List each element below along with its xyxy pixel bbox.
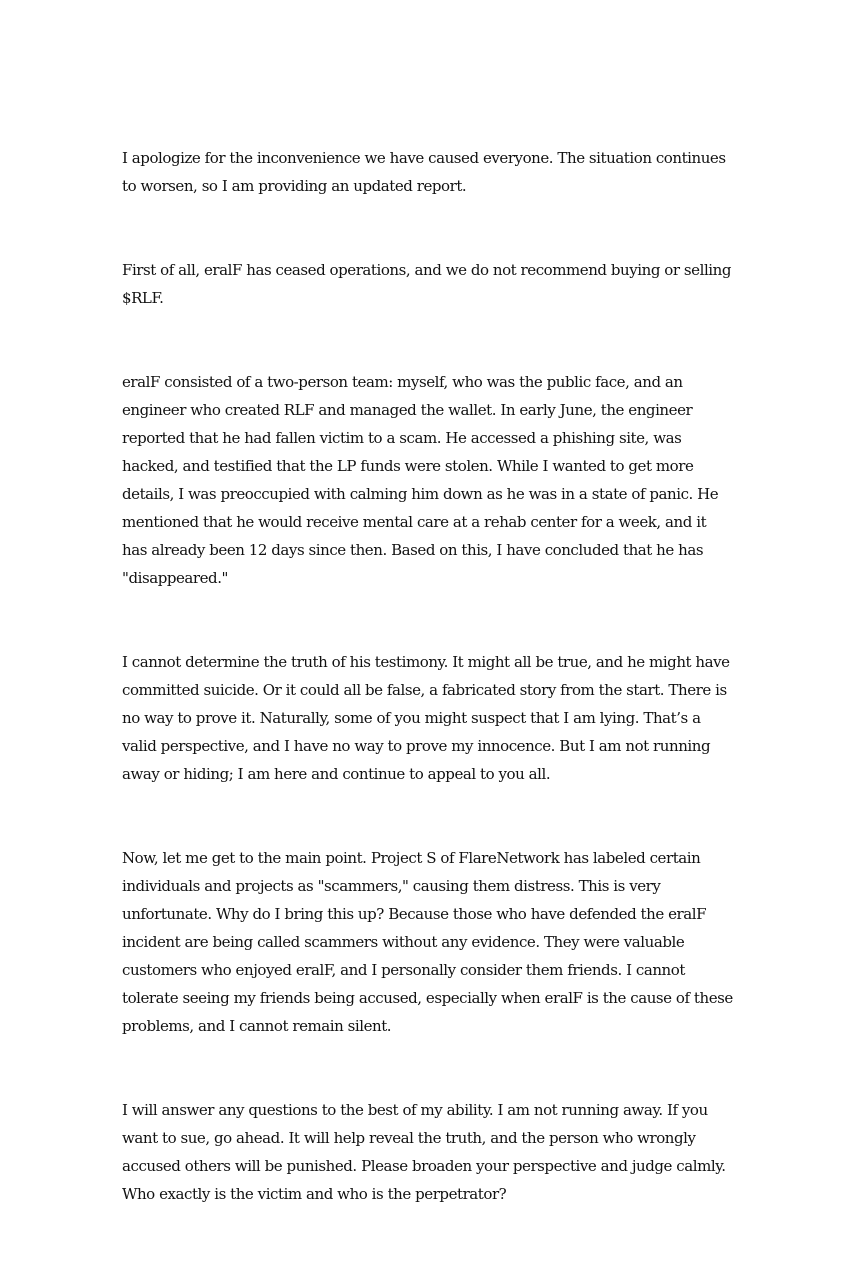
paragraph-team-incident: eralF consisted of a two-person team: myself, who was the public face, and an engineer who created RLF and managed the wallet. In early June, the engineer reported that he had fallen victim to a scam. He accessed a phishing site, was hacked, and testified that the LP funds were stolen. While I wanted to get more details, I was preoccupied with calming him down as he was in a state of panic. He mentioned that he would receive mental care at a rehab center for a week, and it has already been 12 days since then. Based on this, I have concluded that he has "disappeared."	[122, 373, 719, 587]
paragraph-testimony: I cannot determine the truth of his testimony. It might all be true, and he might have committed suicide. Or it could all be false, a fabricated story from the start. There is no way to prove it. Naturally, some of you might suspect that I am lying. That’s a valid perspective, and I have no way to prove my innocence. But I am not running away or hiding; I am here and continue to appeal to you all.	[122, 653, 730, 783]
document-body	[122, 144, 734, 1264]
paragraph-ceased-operations: First of all, eralF has ceased operations, and we do not recommend buying or selling $RLF.	[122, 261, 732, 307]
paragraph-apology: I apologize for the inconvenience we have caused everyone. The situation continues to worsen, so I am providing an updated report.	[122, 149, 726, 195]
paragraph-closing: I will answer any questions to the best of my ability. I am not running away. If you want to sue, go ahead. It will help reveal the truth, and the person who wrongly accused others will be punished. Please broaden your perspective and judge calmly. Who exactly is the victim and who is the perpetrator?	[122, 1101, 726, 1203]
paragraph-main-point: Now, let me get to the main point. Project S of FlareNetwork has labeled certain individuals and projects as "scammers," causing them distress. This is very unfortunate. Why do I bring this up? Because those who have defended the eralF incident are being called scammers without any evidence. They were valuable customers who enjoyed eralF, and I personally consider them friends. I cannot tolerate seeing my friends being accused, especially when eralF is the cause of these problems, and I cannot remain silent.	[122, 849, 733, 1035]
